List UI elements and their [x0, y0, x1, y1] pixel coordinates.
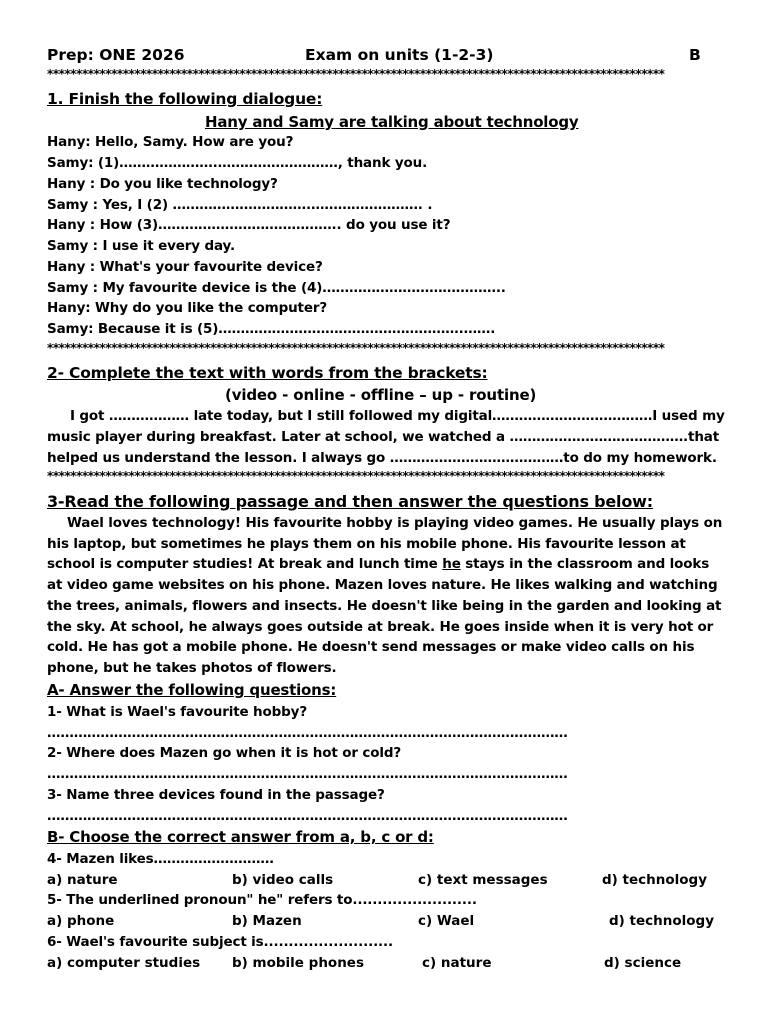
choice-a[interactable]: a) computer studies: [47, 955, 201, 971]
text-line: music player during breakfast. Later at school, we watched a ………………………………….that: [47, 429, 720, 445]
passage-line: the sky. At school, he always goes outside at break. He goes inside when it is very hot or: [47, 619, 714, 635]
choice-c[interactable]: c) text messages: [418, 872, 548, 888]
partB-title: B- Choose the correct answer from a, b, c or d:: [47, 828, 434, 846]
text-line: helped us understand the lesson. I always go …………………………………to do my homework.: [47, 450, 717, 466]
dialogue-line: Hany: Hello, Samy. How are you?: [47, 134, 294, 150]
separator: **********************************************************************************************************: [47, 342, 665, 355]
exam-version: B: [689, 46, 701, 64]
passage-line: the trees, animals, flowers and insects. He doesn't like being in the garden and looking at: [47, 598, 722, 614]
dialogue-line: Samy : I use it every day.: [47, 238, 235, 254]
dialogue-line: Hany: Why do you like the computer?: [47, 300, 328, 316]
dialogue-subtitle: Hany and Samy are talking about technology: [205, 113, 579, 131]
choice-a[interactable]: a) phone: [47, 913, 115, 929]
question-1: 1- What is Wael's favourite hobby?: [47, 704, 308, 720]
passage-line: Wael loves technology! His favourite hobby is playing video games. He usually plays on: [67, 515, 723, 531]
choice-b[interactable]: b) video calls: [232, 872, 334, 888]
separator: **********************************************************************************************************: [47, 68, 665, 81]
passage-line: school is computer studies! At break and lunch time he stays in the classroom and looks: [47, 556, 710, 572]
answer-line-3[interactable]: ………………………………………………………………………………………………………: [47, 808, 568, 824]
exam-title: Exam on units (1-2-3): [305, 46, 494, 64]
choice-d[interactable]: d) technology: [602, 872, 708, 888]
dialogue-line: Samy : My favourite device is the (4)…………………………………..: [47, 280, 506, 296]
mcq-question-4: 4- Mazen likes………………………: [47, 851, 274, 867]
choice-d[interactable]: d) science: [604, 955, 682, 971]
prep-level: Prep: ONE 2026: [47, 46, 185, 64]
partA-title: A- Answer the following questions:: [47, 681, 337, 699]
question-3: 3- Name three devices found in the passage?: [47, 787, 385, 803]
mcq-question-6: 6- Wael's favourite subject is..........................: [47, 934, 393, 950]
choice-c[interactable]: c) nature: [422, 955, 492, 971]
choice-c[interactable]: c) Wael: [418, 913, 475, 929]
answer-line-2[interactable]: ………………………………………………………………………………………………………: [47, 766, 568, 782]
passage-line: his laptop, but sometimes he plays them on his mobile phone. His favourite lesson at: [47, 536, 686, 552]
passage-line: at video game websites on his phone. Mazen loves nature. He likes walking and watching: [47, 577, 718, 593]
answer-line-1[interactable]: ………………………………………………………………………………………………………: [47, 725, 568, 741]
passage-line: cold. He has got a mobile phone. He doesn't send messages or make video calls on his: [47, 639, 695, 655]
word-bank: (video - online - offline – up - routine): [225, 386, 537, 404]
passage-line: phone, but he takes photos of flowers.: [47, 660, 337, 676]
question-2: 2- Where does Mazen go when it is hot or cold?: [47, 745, 402, 761]
dialogue-line: Samy: (1)………………….………………………, thank you.: [47, 155, 428, 171]
underlined-pronoun: he: [442, 556, 461, 572]
choice-b[interactable]: b) mobile phones: [232, 955, 365, 971]
section3-title: 3-Read the following passage and then answer the questions below:: [47, 492, 653, 511]
choice-b[interactable]: b) Mazen: [232, 913, 302, 929]
choice-d[interactable]: d) technology: [609, 913, 715, 929]
text-line: I got ……………… late today, but I still followed my digital………………………………I used my: [70, 408, 725, 424]
dialogue-line: Hany : How (3)………………………………….. do you use it?: [47, 217, 451, 233]
dialogue-line: Hany : Do you like technology?: [47, 176, 278, 192]
dialogue-line: Samy : Yes, I (2) ………………………….……………………. .: [47, 197, 433, 213]
dialogue-line: Samy: Because it is (5)……………………………………………….…….: [47, 321, 496, 337]
mcq-question-5: 5- The underlined pronoun" he" refers to.........................: [47, 892, 477, 908]
section2-title: 2- Complete the text with words from the brackets:: [47, 364, 488, 382]
section1-title: 1. Finish the following dialogue:: [47, 90, 323, 108]
separator: **********************************************************************************************************: [47, 470, 665, 483]
dialogue-line: Hany : What's your favourite device?: [47, 259, 323, 275]
choice-a[interactable]: a) nature: [47, 872, 118, 888]
